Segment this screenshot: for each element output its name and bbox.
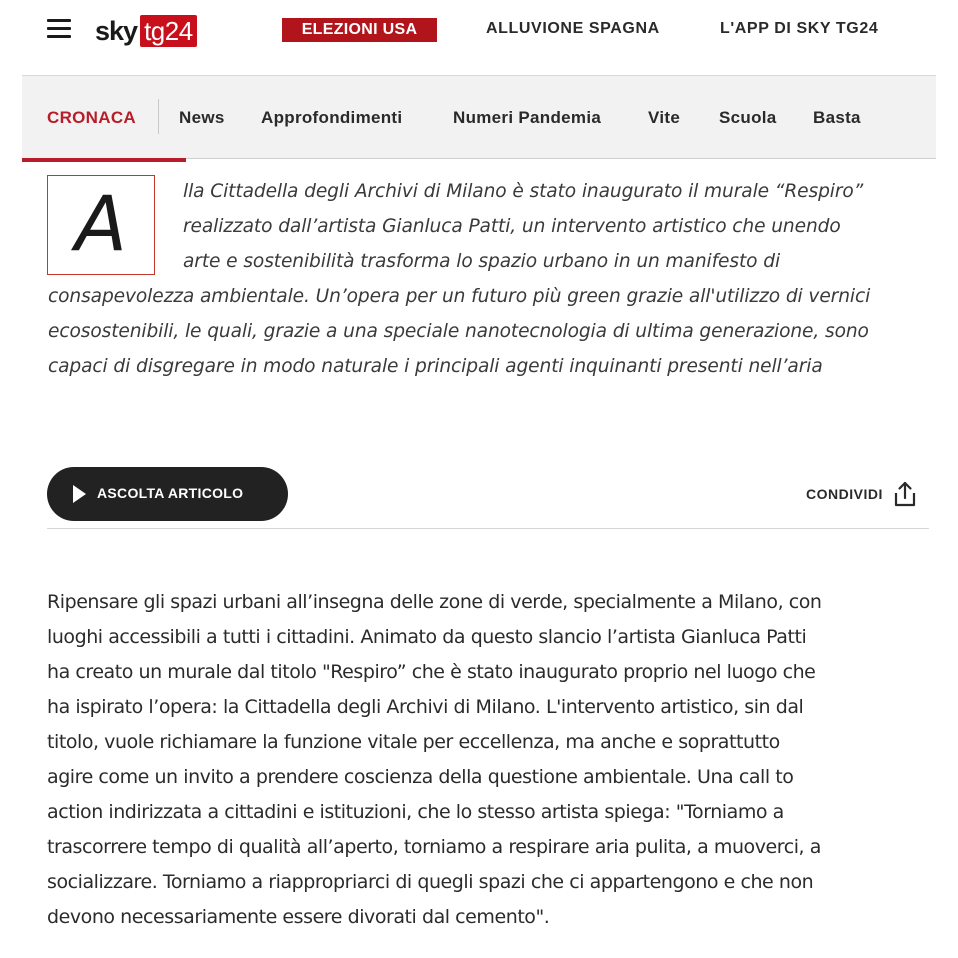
section-tab-scuola[interactable]: Scuola <box>719 108 777 127</box>
body-line: ha ispirato l’opera: la Cittadella degli Archivi di Milano. L'intervento artistico, sin dal <box>47 696 804 718</box>
top-header <box>0 0 958 62</box>
divider-line <box>47 528 929 529</box>
body-line: agire come un invito a prendere coscienza della questione ambientale. Una call to <box>47 766 794 788</box>
nav-link-app-sky-tg24[interactable]: L'APP DI SKY TG24 <box>720 20 879 37</box>
lead-line: ecosostenibili, le quali, grazie a una speciale nanotecnologia di ultima generazione, sono <box>48 321 869 342</box>
share-icon <box>893 481 917 507</box>
body-line: luoghi accessibili a tutti i cittadini. Animato da questo slancio l’artista Gianluca Patti <box>47 626 807 648</box>
section-tab-approfondimenti[interactable]: Approfondimenti <box>261 108 403 127</box>
section-tab-news[interactable]: News <box>179 108 225 127</box>
body-line: ha creato un murale dal titolo "Respiro” che è stato inaugurato proprio nel luogo che <box>47 661 816 683</box>
lead-line: lla Cittadella degli Archivi di Milano è stato inaugurato il murale “Respiro” <box>183 181 864 202</box>
logo-sky-text: sky <box>95 15 138 46</box>
lead-line: capaci di disgregare in modo naturale i principali agenti inquinanti presenti nell’aria <box>48 356 823 377</box>
lead-line: consapevolezza ambientale. Un’opera per un futuro più green grazie all'utilizzo di vernici <box>48 286 871 307</box>
section-nav <box>22 75 936 159</box>
logo-tg24-text: tg24 <box>140 15 197 47</box>
body-line: action indirizzata a cittadini e istituzioni, che lo stesso artista spiega: "Torniamo a <box>47 801 784 823</box>
body-line: titolo, vuole richiamare la funzione vitale per eccellenza, ma anche e soprattutto <box>47 731 780 753</box>
menu-icon[interactable] <box>47 19 71 41</box>
sky-tg24-logo[interactable] <box>95 13 197 49</box>
section-tab-basta[interactable]: Basta <box>813 108 861 127</box>
body-line: devono necessariamente essere divorati dal cemento". <box>47 906 550 928</box>
section-tab-cronaca[interactable]: CRONACA <box>47 108 136 127</box>
lead-line: realizzato dall’artista Gianluca Patti, un intervento artistico che unendo <box>183 216 841 237</box>
play-icon <box>73 485 86 503</box>
nav-link-elezioni-usa[interactable]: ELEZIONI USA <box>282 18 437 42</box>
section-divider <box>158 99 159 134</box>
dropcap <box>47 175 155 275</box>
listen-article-label: ASCOLTA ARTICOLO <box>97 485 244 501</box>
body-line: socializzare. Torniamo a riappropriarci di quegli spazi che ci appartengono e che non <box>47 871 814 893</box>
body-line: trascorrere tempo di qualità all’aperto, torniamo a respirare aria pulita, a muoverci, a <box>47 836 821 858</box>
lead-line: arte e sostenibilità trasforma lo spazio urbano in un manifesto di <box>183 251 781 272</box>
share-label: CONDIVIDI <box>806 486 883 502</box>
dropcap-letter: A <box>75 179 127 268</box>
share-button[interactable] <box>806 481 917 507</box>
body-line: Ripensare gli spazi urbani all’insegna delle zone di verde, specialmente a Milano, con <box>47 591 822 613</box>
active-tab-indicator <box>22 158 186 162</box>
nav-link-alluvione-spagna[interactable]: ALLUVIONE SPAGNA <box>486 20 660 37</box>
section-tab-vite[interactable]: Vite <box>648 108 681 127</box>
listen-article-button[interactable] <box>47 467 288 521</box>
section-tab-numeri-pandemia[interactable]: Numeri Pandemia <box>453 108 602 127</box>
